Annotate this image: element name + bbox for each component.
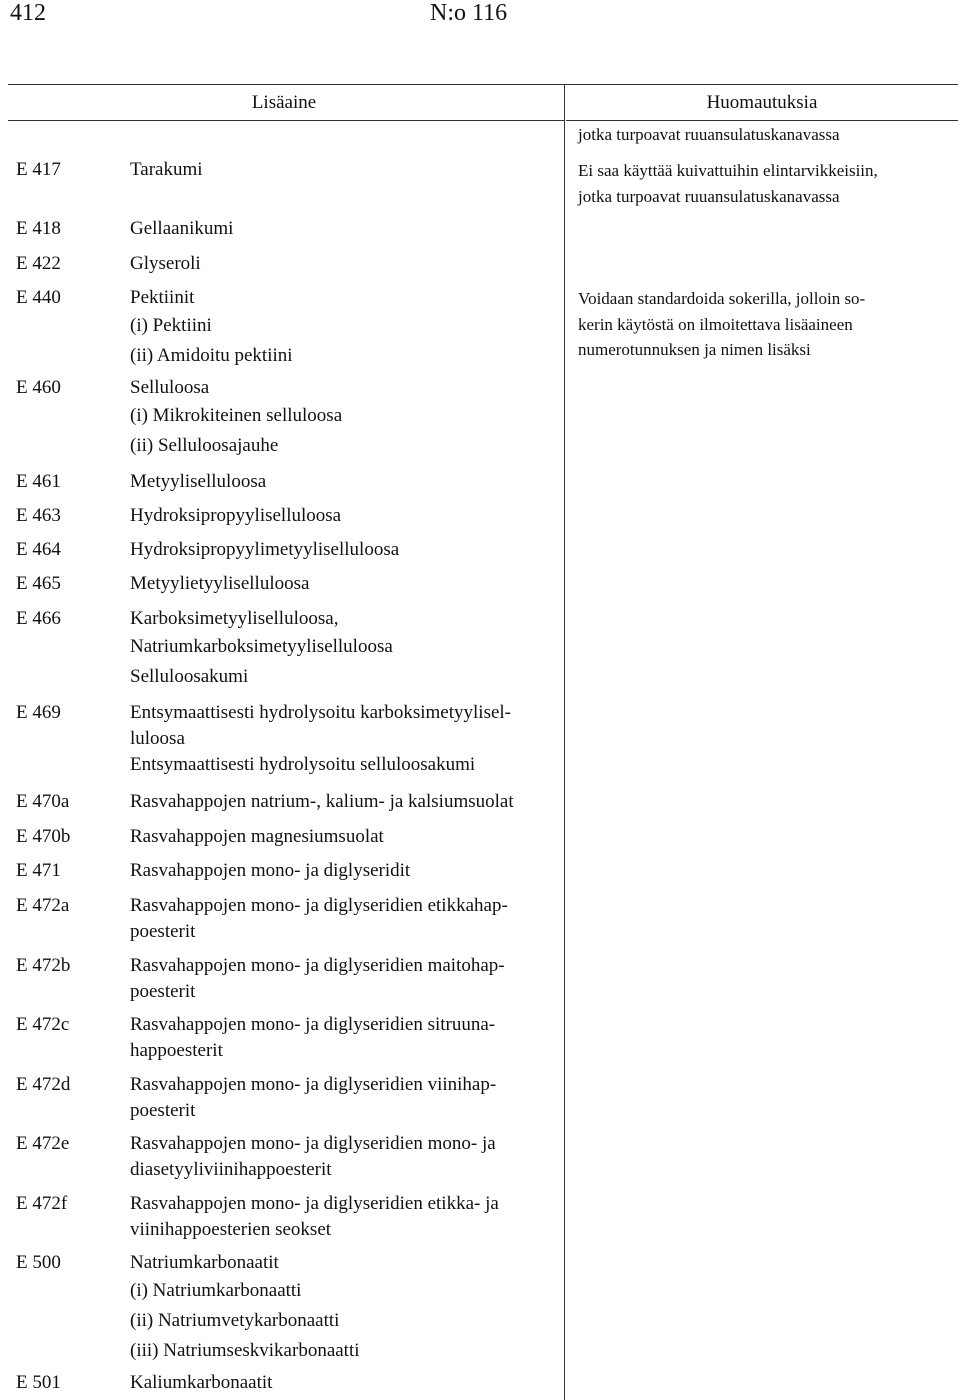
additive-name-line: Rasvahappojen natrium-, kalium- ja kalsiumsuolat <box>130 791 514 812</box>
additive-name-line: Rasvahappojen mono- ja diglyseridien etikkahap- <box>130 895 508 916</box>
additive-code: E 472b <box>16 955 71 976</box>
additive-name-line: (ii) Natriumvetykarbonaatti <box>130 1310 340 1331</box>
continued-remark: jotka turpoavat ruuansulatuskanavassa <box>578 125 840 144</box>
additive-name <box>130 1012 555 1064</box>
remark-line: jotka turpoavat ruuansulatuskanavassa <box>578 186 840 206</box>
additive-name <box>130 571 555 597</box>
additive-name <box>130 469 555 495</box>
additive-code: E 472f <box>16 1193 68 1214</box>
additive-code: E 472c <box>16 1014 70 1035</box>
additive-name-line: Selluloosa <box>130 377 210 398</box>
additive-name-line: Pektiinit <box>130 287 195 308</box>
additive-name-line: (ii) Selluloosajauhe <box>130 435 279 456</box>
column-divider <box>564 84 565 1400</box>
additive-name-line: happoesterit <box>130 1040 223 1061</box>
additive-name <box>130 216 555 242</box>
additive-name <box>130 1191 555 1243</box>
additive-name-line: (ii) Amidoitu pektiini <box>130 345 293 366</box>
additive-code: E 469 <box>16 702 61 723</box>
additive-name-line: Hydroksipropyylimetyyliselluloosa <box>130 539 400 560</box>
additive-name-line: poesterit <box>130 981 196 1002</box>
additive-name <box>130 858 555 884</box>
additive-code: E 460 <box>16 377 61 398</box>
additive-code: E 500 <box>16 1252 61 1273</box>
additive-name <box>130 606 555 692</box>
remark-line: Ei saa käyttää kuivattuihin elintarvikkeisiin, <box>578 161 878 180</box>
additive-code: E 417 <box>16 159 61 180</box>
additive-name <box>130 1370 555 1396</box>
additive-name <box>130 503 555 529</box>
additive-code: E 466 <box>16 608 61 629</box>
additive-code: E 465 <box>16 573 61 594</box>
additive-name <box>130 893 555 945</box>
additive-name <box>130 824 555 850</box>
additive-name <box>130 285 555 371</box>
additive-name-line: Gellaanikumi <box>130 218 234 239</box>
additive-name <box>130 537 555 563</box>
header-rule-right <box>566 120 958 121</box>
additive-name-line: poesterit <box>130 921 196 942</box>
header-additive: Lisäaine <box>251 92 317 113</box>
remark-line: kerin käytöstä on ilmoitettava lisäaineen <box>578 314 853 334</box>
remark-line: Voidaan standardoida sokerilla, jolloin so- <box>578 289 866 308</box>
additive-code: E 471 <box>16 860 61 881</box>
additive-name-line: Entsymaattisesti hydrolysoitu selluloosakumi <box>130 754 476 775</box>
additive-code: E 472d <box>16 1074 71 1095</box>
header-rule-left <box>8 120 564 121</box>
additive-code: E 422 <box>16 253 61 274</box>
additive-code: E 472e <box>16 1133 70 1154</box>
additive-name-line: diasetyyliviinihappoesterit <box>130 1159 332 1180</box>
remark <box>578 158 958 209</box>
additive-name-line: Karboksimetyyliselluloosa, <box>130 608 339 629</box>
additive-name-line: (iii) Natriumseskvikarbonaatti <box>130 1340 360 1361</box>
additive-name-line: Rasvahappojen mono- ja diglyseridien mono- ja <box>130 1133 496 1154</box>
additive-name <box>130 1250 555 1366</box>
additive-name-line: Rasvahappojen mono- ja diglyseridien maitohap- <box>130 955 505 976</box>
additive-name-line: luloosa <box>130 728 185 749</box>
header-remarks: Huomautuksia <box>706 92 818 113</box>
additive-code: E 463 <box>16 505 61 526</box>
additive-name-line: Glyseroli <box>130 253 201 274</box>
additive-name-line: (i) Pektiini <box>130 315 212 336</box>
remark <box>578 286 958 363</box>
additive-name-line: Rasvahappojen mono- ja diglyseridien viinihap- <box>130 1074 497 1095</box>
additive-name <box>130 789 555 815</box>
additive-code: E 464 <box>16 539 61 560</box>
additive-name-line: Natriumkarbonaatit <box>130 1252 279 1273</box>
additive-name-line: Natriumkarboksimetyyliselluloosa <box>130 636 393 657</box>
additive-name-line: Hydroksipropyyliselluloosa <box>130 505 342 526</box>
additive-code: E 501 <box>16 1372 61 1393</box>
additive-name <box>130 1072 555 1124</box>
additive-code: E 470a <box>16 791 70 812</box>
page-number: 412 <box>10 0 46 26</box>
additive-name-line: Metyyliselluloosa <box>130 471 267 492</box>
additive-code: E 418 <box>16 218 61 239</box>
additive-name-line: viinihappoesterien seokset <box>130 1219 332 1240</box>
additive-name-line: Metyylietyyliselluloosa <box>130 573 310 594</box>
additive-code: E 470b <box>16 826 71 847</box>
additive-name-line: Kaliumkarbonaatit <box>130 1372 273 1393</box>
additive-name-line: poesterit <box>130 1100 196 1121</box>
table-top-rule <box>8 84 958 85</box>
additive-name <box>130 1131 555 1183</box>
additive-name <box>130 375 555 461</box>
remark-line: numerotunnuksen ja nimen lisäksi <box>578 340 811 359</box>
additive-code: E 440 <box>16 287 61 308</box>
additive-name-line: Rasvahappojen mono- ja diglyseridien etikka- ja <box>130 1193 499 1214</box>
additive-code: E 472a <box>16 895 70 916</box>
additive-code: E 461 <box>16 471 61 492</box>
additive-name-line: Selluloosakumi <box>130 666 249 687</box>
additive-name <box>130 251 555 277</box>
additive-name-line: (i) Natriumkarbonaatti <box>130 1280 302 1301</box>
additive-name-line: Tarakumi <box>130 159 203 180</box>
additive-name-line: Rasvahappojen magnesiumsuolat <box>130 826 384 847</box>
additive-name <box>130 700 555 778</box>
additive-name-line: (i) Mikrokiteinen selluloosa <box>130 405 343 426</box>
additive-name-line: Rasvahappojen mono- ja diglyseridit <box>130 860 411 881</box>
additive-name-line: Rasvahappojen mono- ja diglyseridien sitruuna- <box>130 1014 496 1035</box>
additive-name-line: Entsymaattisesti hydrolysoitu karboksimetyylisel- <box>130 702 512 723</box>
additive-name <box>130 157 555 183</box>
page-title: N:o 116 <box>430 0 508 26</box>
additive-name <box>130 953 555 1005</box>
